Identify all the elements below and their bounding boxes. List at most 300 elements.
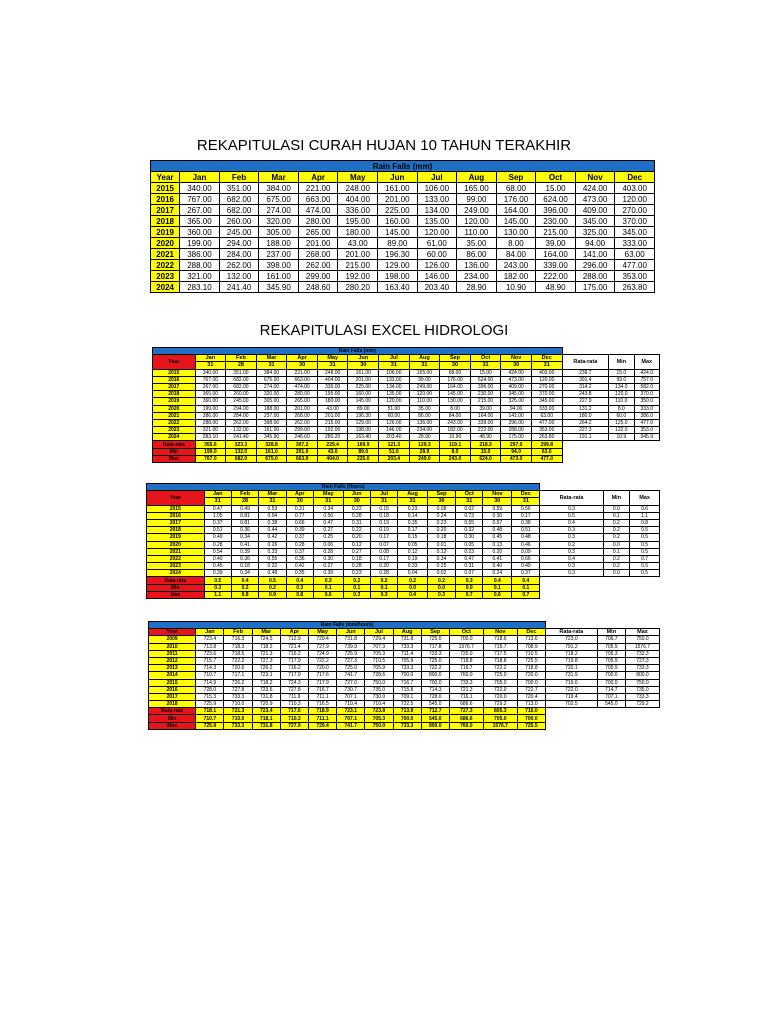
days-cell: 31 — [195, 362, 226, 369]
value-cell: 241.40 — [219, 282, 259, 293]
value-cell: 0.39 — [231, 548, 258, 555]
value-cell: 700.0 — [421, 679, 449, 686]
value-cell: 0.22 — [259, 563, 286, 570]
column-header: Aug — [398, 491, 428, 498]
column-header: Nov — [501, 355, 532, 362]
year-cell: 2021 — [153, 412, 196, 419]
summary-cell: 473.0 — [501, 455, 532, 462]
value-cell: 0.30 — [456, 534, 483, 541]
value-cell: 294.00 — [219, 238, 259, 249]
value-cell: 333.00 — [531, 405, 562, 412]
year-cell: 2017 — [153, 383, 196, 390]
value-cell: 0.36 — [231, 527, 258, 534]
summary-cell: 713.9 — [393, 708, 421, 715]
summary-cell: 711.1 — [308, 715, 336, 722]
year-cell: 2013 — [149, 665, 196, 672]
value-cell: 0.20 — [427, 527, 455, 534]
value-cell: 0.47 — [456, 555, 483, 562]
summary-cell: 0.2 — [370, 577, 397, 584]
spacer-cell — [625, 622, 659, 629]
value-cell: 722.5 — [393, 701, 421, 708]
summary-cell: 229.4 — [317, 441, 348, 448]
value-cell: 280.00 — [298, 216, 338, 227]
value-cell: 165.00 — [457, 183, 497, 194]
spacer-cell — [609, 448, 634, 455]
stat-header: Min — [609, 355, 634, 369]
value-cell: 424.00 — [501, 369, 532, 376]
value-cell: 0.28 — [370, 570, 397, 577]
value-cell: 339.00 — [536, 260, 576, 271]
value-cell: 165.00 — [409, 369, 440, 376]
value-cell: 624.00 — [470, 376, 501, 383]
value-cell: 0.15 — [370, 505, 397, 512]
spacer-cell — [603, 591, 630, 598]
spacer-cell — [634, 441, 660, 448]
year-cell: 2010 — [149, 643, 196, 650]
value-cell: 0.31 — [456, 563, 483, 570]
value-cell: 0.34 — [313, 505, 343, 512]
value-cell: 0.24 — [483, 570, 512, 577]
value-cell: 733.3 — [393, 665, 421, 672]
value-cell: 726.2 — [252, 665, 280, 672]
value-cell: 260.00 — [226, 391, 257, 398]
spacer-cell — [609, 441, 634, 448]
value-cell: 0.53 — [259, 505, 286, 512]
value-cell: 717.5 — [483, 650, 517, 657]
value-cell: 296.00 — [501, 419, 532, 426]
value-cell: 199.00 — [180, 238, 220, 249]
value-cell: 705.9 — [365, 665, 393, 672]
value-cell: 663.00 — [287, 376, 318, 383]
value-cell: 710.4 — [337, 701, 365, 708]
value-cell: 721.3 — [252, 650, 280, 657]
stat-cell: 0.6 — [630, 505, 660, 512]
column-header: Sep — [421, 629, 449, 636]
table-caption: Rain Falls (mm) — [153, 348, 563, 355]
value-cell: 710.5 — [517, 650, 545, 657]
value-cell: 722.7 — [517, 686, 545, 693]
value-cell: 196.30 — [378, 249, 418, 260]
value-cell: 320.00 — [259, 216, 299, 227]
column-header: Dec — [517, 629, 545, 636]
stat-cell: 99.0 — [609, 376, 634, 383]
value-cell: 730.7 — [337, 686, 365, 693]
summary-cell: 129.3 — [409, 441, 440, 448]
value-cell: 249.00 — [409, 383, 440, 390]
value-cell: 723.6 — [252, 686, 280, 693]
year-cell: 2024 — [151, 282, 180, 293]
value-cell: 192.00 — [338, 271, 378, 282]
value-cell: 0.01 — [427, 541, 455, 548]
value-cell: 717.9 — [280, 657, 308, 664]
value-cell: 135.00 — [417, 216, 457, 227]
value-cell: 720.6 — [224, 665, 252, 672]
stat-cell: 0.1 — [603, 512, 630, 519]
summary-cell: 43.0 — [317, 448, 348, 455]
column-header: Apr — [280, 629, 308, 636]
value-cell: 733.3 — [393, 643, 421, 650]
year-cell: 2018 — [151, 216, 180, 227]
value-cell: 141.00 — [575, 249, 615, 260]
stat-cell: 350.0 — [634, 398, 660, 405]
column-header: Nov — [483, 629, 517, 636]
value-cell: 0.30 — [483, 512, 512, 519]
stat-cell: 0.2 — [603, 563, 630, 570]
stat-cell: 0.5 — [630, 527, 660, 534]
spacer-cell — [545, 708, 597, 715]
summary-cell: 477.0 — [531, 455, 562, 462]
summary-cell: 760.0 — [449, 722, 483, 729]
value-cell: 164.00 — [470, 412, 501, 419]
value-cell: 0.18 — [427, 534, 455, 541]
summary-cell: 0.7 — [456, 591, 483, 598]
value-cell: 386.00 — [195, 412, 226, 419]
stat-cell: 10.9 — [609, 434, 634, 441]
value-cell: 245.00 — [226, 398, 257, 405]
value-cell: 717.6 — [308, 672, 336, 679]
summary-cell: 169.9 — [348, 441, 379, 448]
value-cell: 0.36 — [231, 555, 258, 562]
value-cell: 351.00 — [219, 183, 259, 194]
stat-cell: 582.0 — [634, 383, 660, 390]
value-cell: 714.3 — [421, 686, 449, 693]
summary-cell: 203.4 — [379, 455, 410, 462]
value-cell: 0.28 — [286, 541, 313, 548]
value-cell: 705.3 — [365, 650, 393, 657]
column-header: Oct — [536, 172, 576, 183]
value-cell: 135.00 — [379, 391, 410, 398]
value-cell: 280.00 — [287, 391, 318, 398]
value-cell: 110.00 — [457, 227, 497, 238]
summary-cell: 0.1 — [343, 584, 370, 591]
summary-cell: 307.2 — [287, 441, 318, 448]
value-cell: 198.00 — [378, 271, 418, 282]
value-cell: 0.02 — [456, 505, 483, 512]
value-cell: 710.5 — [365, 657, 393, 664]
stat-cell: 545.0 — [597, 701, 625, 708]
stat-header: Rata-rata — [540, 491, 603, 505]
value-cell: 715.7 — [483, 643, 517, 650]
value-cell: 722.0 — [483, 686, 517, 693]
days-cell: 31 — [470, 362, 501, 369]
value-cell: 15.00 — [470, 369, 501, 376]
value-cell: 800.0 — [421, 672, 449, 679]
value-cell: 727.3 — [252, 657, 280, 664]
days-cell: 30 — [427, 498, 455, 505]
column-header: Jun — [343, 491, 370, 498]
summary-cell: 0.4 — [398, 591, 428, 598]
spacer-cell — [540, 484, 603, 491]
value-cell: 705.9 — [393, 657, 421, 664]
value-cell: 722.2 — [483, 665, 517, 672]
year-cell: 2022 — [147, 555, 205, 562]
value-cell: 35.00 — [409, 405, 440, 412]
stat-cell: 1576.7 — [625, 643, 659, 650]
value-cell: 126.00 — [417, 260, 457, 271]
stat-cell: 700.0 — [597, 672, 625, 679]
value-cell: 0.18 — [343, 555, 370, 562]
value-cell: 1.05 — [204, 512, 231, 519]
value-cell: 201.00 — [317, 412, 348, 419]
year-cell: 2017 — [149, 693, 196, 700]
value-cell: 403.00 — [615, 183, 655, 194]
stat-cell: 0.5 — [630, 548, 660, 555]
days-cell: 31 — [204, 498, 231, 505]
value-cell: 353.00 — [615, 271, 655, 282]
value-cell: 182.00 — [496, 271, 536, 282]
value-cell: 0.23 — [456, 548, 483, 555]
column-header: May — [317, 355, 348, 362]
spacer-cell — [603, 577, 630, 584]
spacer-cell — [634, 448, 660, 455]
value-cell: 321.00 — [180, 271, 220, 282]
table-caption: Rain Falls (mm) — [151, 161, 655, 172]
value-cell: 35.00 — [457, 238, 497, 249]
summary-cell: 710.3 — [280, 715, 308, 722]
value-cell: 0.07 — [370, 541, 397, 548]
value-cell: 720.0 — [449, 650, 483, 657]
column-header: May — [338, 172, 378, 183]
value-cell: 728.6 — [365, 672, 393, 679]
value-cell: 0.02 — [427, 570, 455, 577]
spacer-cell — [630, 584, 660, 591]
stat-cell: 705.3 — [597, 650, 625, 657]
value-cell: 180.00 — [317, 398, 348, 405]
stat-cell: 757.0 — [634, 376, 660, 383]
value-cell: 339.00 — [470, 419, 501, 426]
value-cell: 386.00 — [180, 249, 220, 260]
summary-cell: 733.3 — [393, 722, 421, 729]
value-cell: 222.00 — [470, 427, 501, 434]
value-cell: 707.3 — [365, 643, 393, 650]
value-cell: 720.4 — [517, 693, 545, 700]
value-cell: 727.8 — [224, 686, 252, 693]
value-cell: 234.00 — [409, 427, 440, 434]
value-cell: 721.4 — [280, 643, 308, 650]
column-header: Dec — [531, 355, 562, 362]
stat-cell: 0.2 — [540, 541, 603, 548]
value-cell: 84.00 — [496, 249, 536, 260]
value-cell: 718.6 — [483, 636, 517, 643]
value-cell: 106.00 — [417, 183, 457, 194]
column-header: Jun — [337, 629, 365, 636]
summary-cell: 663.0 — [287, 455, 318, 462]
value-cell: 396.00 — [470, 383, 501, 390]
summary-cell: 0.2 — [398, 577, 428, 584]
value-cell: 729.2 — [483, 701, 517, 708]
value-cell: 0.55 — [259, 555, 286, 562]
stat-cell: 735.0 — [625, 686, 659, 693]
summary-cell: 723.8 — [365, 708, 393, 715]
summary-cell: 323.3 — [226, 441, 257, 448]
summary-cell: 686.6 — [449, 715, 483, 722]
value-cell: 28.90 — [409, 434, 440, 441]
stat-cell: 719.4 — [545, 693, 597, 700]
value-cell: 0.19 — [370, 527, 397, 534]
year-cell: 2016 — [147, 512, 205, 519]
value-cell: 262.00 — [298, 260, 338, 271]
value-cell: 120.00 — [457, 216, 497, 227]
value-cell: 248.60 — [298, 282, 338, 293]
stat-cell: 723.0 — [545, 636, 597, 643]
stat-cell: 0.2 — [603, 534, 630, 541]
value-cell: 163.40 — [348, 434, 379, 441]
value-cell: 716.1 — [449, 693, 483, 700]
value-cell: 288.00 — [180, 260, 220, 271]
value-cell: 60.00 — [417, 249, 457, 260]
value-cell: 60.00 — [379, 412, 410, 419]
summary-cell: 0.4 — [231, 577, 258, 584]
value-cell: 0.12 — [343, 541, 370, 548]
value-cell: 710.0 — [224, 701, 252, 708]
year-cell: 2020 — [153, 405, 196, 412]
spacer-cell — [630, 591, 660, 598]
value-cell: 409.00 — [501, 383, 532, 390]
year-cell: 2012 — [149, 657, 196, 664]
value-cell: 370.00 — [615, 216, 655, 227]
value-cell: 725.0 — [483, 672, 517, 679]
value-cell: 136.00 — [409, 419, 440, 426]
value-cell: 175.00 — [501, 434, 532, 441]
stat-cell: 0.0 — [603, 570, 630, 577]
spacer-cell — [625, 715, 659, 722]
value-cell: 0.26 — [259, 541, 286, 548]
value-cell: 0.48 — [259, 570, 286, 577]
stat-cell: 0.2 — [603, 555, 630, 562]
summary-cell: 0.3 — [456, 577, 483, 584]
value-cell: 1576.7 — [449, 643, 483, 650]
summary-label: Min — [147, 584, 205, 591]
stat-cell: 700.0 — [597, 679, 625, 686]
value-cell: 700.0 — [517, 679, 545, 686]
value-cell: 243.00 — [440, 419, 471, 426]
value-cell: 733.3 — [421, 650, 449, 657]
value-cell: 345.90 — [259, 282, 299, 293]
value-cell: 0.37 — [286, 534, 313, 541]
value-cell: 267.00 — [195, 383, 226, 390]
year-cell: 2019 — [147, 534, 205, 541]
value-cell: 0.12 — [398, 548, 428, 555]
value-cell: 725.0 — [337, 665, 365, 672]
value-cell: 724.3 — [280, 679, 308, 686]
summary-cell: 0.2 — [231, 584, 258, 591]
value-cell: 0.42 — [259, 534, 286, 541]
value-cell: 0.28 — [343, 512, 370, 519]
value-cell: 192.00 — [317, 427, 348, 434]
value-cell: 160.00 — [348, 391, 379, 398]
days-cell: 31 — [379, 362, 410, 369]
value-cell: 473.00 — [501, 376, 532, 383]
summary-cell: 675.0 — [256, 455, 287, 462]
value-cell: 0.20 — [370, 563, 397, 570]
value-cell: 0.49 — [231, 505, 258, 512]
value-cell: 48.90 — [536, 282, 576, 293]
summary-cell: 0.2 — [259, 584, 286, 591]
summary-cell: 0.3 — [286, 584, 313, 591]
stat-cell: 800.0 — [625, 672, 659, 679]
year-cell: 2015 — [151, 183, 180, 194]
value-cell: 129.00 — [378, 260, 418, 271]
value-cell: 0.54 — [204, 548, 231, 555]
value-cell: 365.00 — [195, 391, 226, 398]
summary-cell: 0.1 — [483, 584, 512, 591]
value-cell: 0.20 — [483, 548, 512, 555]
value-cell: 731.8 — [252, 693, 280, 700]
summary-cell: 545.0 — [421, 715, 449, 722]
value-cell: 720.9 — [252, 701, 280, 708]
stat-cell: 391.4 — [562, 376, 609, 383]
value-cell: 0.57 — [483, 519, 512, 526]
value-cell: 203.40 — [417, 282, 457, 293]
value-cell: 700.0 — [393, 672, 421, 679]
value-cell: 477.00 — [531, 419, 562, 426]
summary-cell: 243.0 — [440, 455, 471, 462]
value-cell: 0.77 — [286, 512, 313, 519]
value-cell: 0.31 — [343, 519, 370, 526]
summary-cell: 8.0 — [440, 448, 471, 455]
value-cell: 720.0 — [483, 693, 517, 700]
stat-cell: 705.9 — [597, 657, 625, 664]
column-header: Year — [147, 491, 205, 505]
column-header: Jul — [417, 172, 457, 183]
year-cell: 2016 — [149, 686, 196, 693]
column-header: Aug — [393, 629, 421, 636]
year-cell: 2023 — [147, 563, 205, 570]
summary-cell: 28.9 — [409, 448, 440, 455]
year-cell: 2018 — [149, 701, 196, 708]
value-cell: 0.56 — [512, 505, 540, 512]
days-cell: 28 — [231, 498, 258, 505]
value-cell: 0.24 — [427, 512, 455, 519]
summary-cell: 249.0 — [409, 455, 440, 462]
column-header: Nov — [483, 491, 512, 498]
column-header: Jan — [195, 355, 226, 362]
year-cell: 2020 — [147, 541, 205, 548]
value-cell: 215.00 — [317, 419, 348, 426]
stat-cell: 714.7 — [597, 686, 625, 693]
value-cell: 0.08 — [370, 548, 397, 555]
summary-cell: 723.1 — [337, 708, 365, 715]
value-cell: 0.39 — [204, 570, 231, 577]
value-cell: 0.37 — [286, 548, 313, 555]
summary-cell: 0.8 — [286, 591, 313, 598]
column-header: Jul — [379, 355, 410, 362]
summary-cell: 0.1 — [370, 584, 397, 591]
summary-cell: 712.7 — [421, 708, 449, 715]
stat-cell: 353.0 — [634, 427, 660, 434]
value-cell: 0.23 — [398, 505, 428, 512]
stat-cell: 180.0 — [562, 412, 609, 419]
value-cell: 0.38 — [512, 519, 540, 526]
summary-cell: 0.3 — [343, 591, 370, 598]
stat-cell: 1.1 — [630, 512, 660, 519]
stat-cell: 134.0 — [609, 383, 634, 390]
value-cell: 164.00 — [440, 383, 471, 390]
value-cell: 725.5 — [517, 657, 545, 664]
value-cell: 0.14 — [398, 512, 428, 519]
stat-cell: 0.0 — [603, 541, 630, 548]
value-cell: 10.90 — [440, 434, 471, 441]
stat-cell: 424.0 — [634, 369, 660, 376]
value-cell: 68.00 — [440, 369, 471, 376]
summary-label: Rata-rata — [147, 577, 205, 584]
value-cell: 201.00 — [287, 405, 318, 412]
year-cell: 2011 — [149, 650, 196, 657]
value-cell: 164.00 — [536, 249, 576, 260]
summary-cell: 741.7 — [337, 722, 365, 729]
spacer-cell — [603, 484, 630, 491]
value-cell: 731.8 — [393, 636, 421, 643]
